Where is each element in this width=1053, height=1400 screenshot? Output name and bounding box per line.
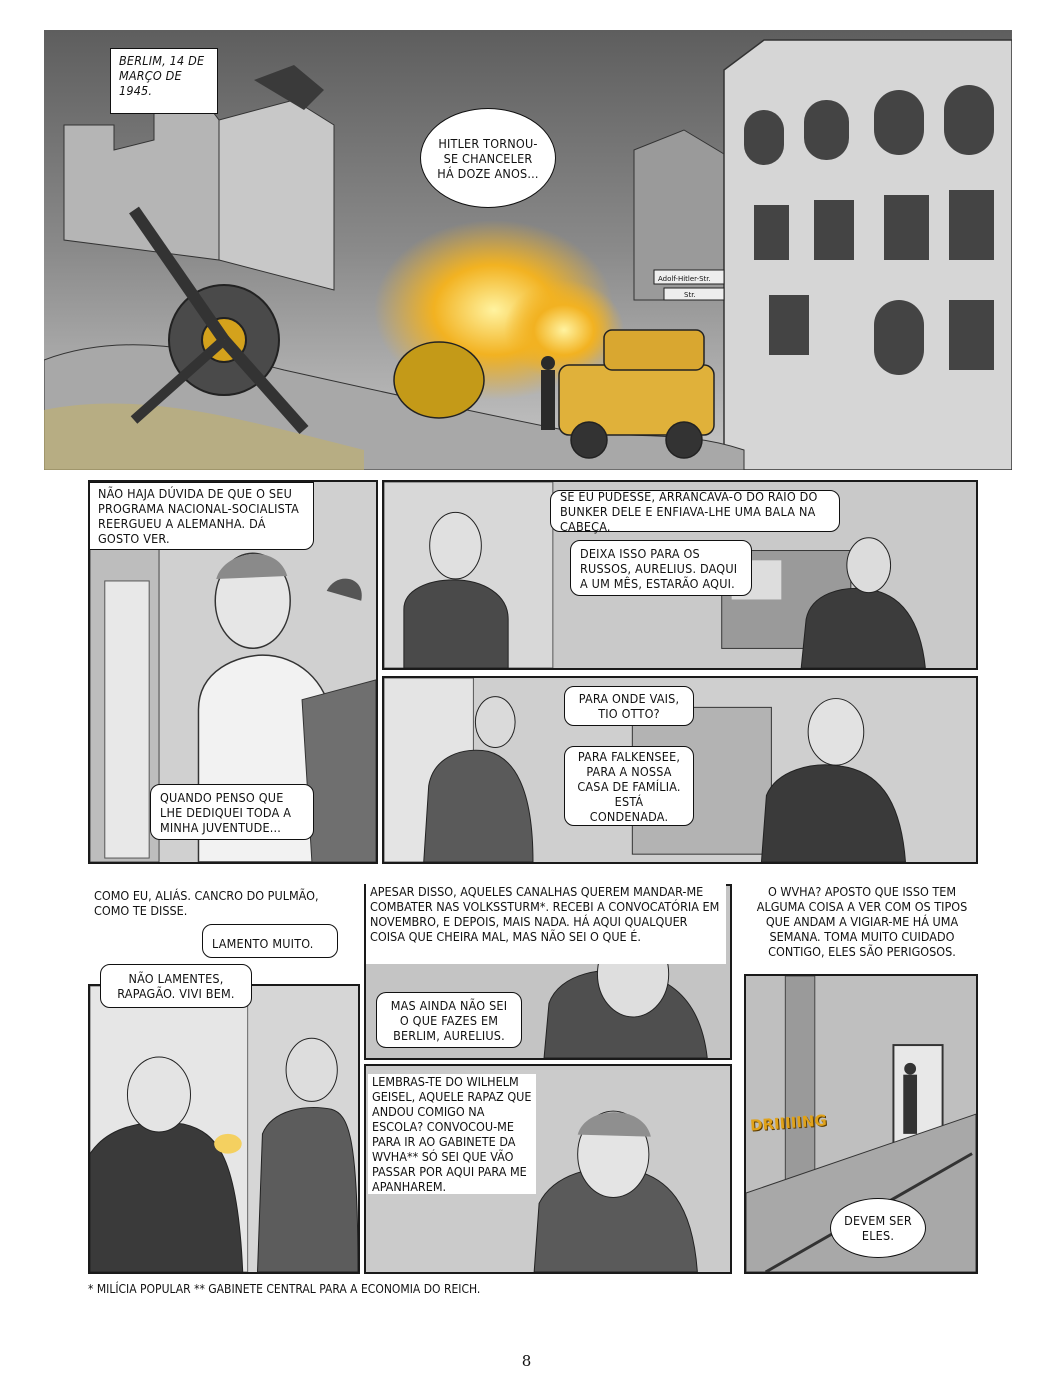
speech-bubble-hitler-chancellor: HITLER TORNOU-SE CHANCELER HÁ DOZE ANOS...	[420, 108, 556, 208]
speech-bubble-falkensee: PARA FALKENSEE, PARA A NOSSA CASA DE FAMÍLIA. ESTÁ CONDENADA.	[564, 746, 694, 826]
speech-bubble-russians: DEIXA ISSO PARA OS RUSSOS, AURELIUS. DAQUI A UM MÊS, ESTARÃO AQUI.	[570, 540, 752, 596]
page-number: 8	[521, 1352, 532, 1370]
street-sign-1: Adolf-Hitler-Str.	[658, 275, 711, 283]
speech-bubble-program: NÃO HAJA DÚVIDA DE QUE O SEU PROGRAMA NACIONAL-SOCIALISTA REERGUEU A ALEMANHA. DÁ GOSTO VER.	[88, 482, 314, 550]
speech-bubble-lived-well: NÃO LAMENTES, RAPAGÃO. VIVI BEM.	[100, 964, 252, 1008]
text-wvha-warning: O WVHA? APOSTO QUE ISSO TEM ALGUMA COISA A VER COM OS TIPOS QUE ANDAM A VIGIAR-ME HÁ UMA SEMANA. TOMA MUITO CUIDADO CONTIGO, ELES SÃO PERIGOSOS.	[746, 884, 978, 966]
caption-location-date: BERLIM, 14 DE MARÇO DE 1945.	[110, 48, 218, 114]
speech-bubble-where-going: PARA ONDE VAIS, TIO OTTO?	[564, 686, 694, 726]
street-sign-2: Str.	[684, 291, 696, 299]
speech-bubble-bunker: SE EU PUDESSE, ARRANCAVA-O DO RAIO DO BUNKER DELE E ENFIAVA-LHE UMA BALA NA CABEÇA.	[550, 490, 840, 532]
text-wilhelm-geisel: LEMBRAS-TE DO WILHELM GEISEL, AQUELE RAPAZ QUE ANDOU COMIGO NA ESCOLA? CONVOCOU-ME PARA IR AO GABINETE DA WVHA** SÓ SEI QUE VÃO PASSAR POR AQUI PARA ME APANHAREM.	[368, 1074, 536, 1194]
text-lung-cancer: COMO EU, ALIÁS. CANCRO DO PULMÃO, COMO TE DISSE.	[90, 888, 346, 936]
speech-bubble-sorry: LAMENTO MUITO.	[202, 924, 338, 958]
panel-where-going	[382, 676, 978, 864]
footnote: * MILÍCIA POPULAR ** GABINETE CENTRAL PARA A ECONOMIA DO REICH.	[88, 1282, 481, 1296]
panel-berlin-ruins	[44, 30, 1012, 470]
speech-bubble-youth: QUANDO PENSO QUE LHE DEDIQUEI TODA A MINHA JUVENTUDE...	[150, 784, 314, 840]
panel-young-man-dressing	[88, 480, 378, 864]
panel-lung-cancer	[88, 984, 360, 1274]
speech-bubble-berlin-why: MAS AINDA NÃO SEI O QUE FAZES EM BERLIM, AURELIUS.	[376, 992, 522, 1048]
speech-bubble-must-be-them: DEVEM SER ELES.	[830, 1198, 926, 1258]
text-volkssturm: APESAR DISSO, AQUELES CANALHAS QUEREM MANDAR-ME COMBATER NAS VOLKSSTURM*. RECEBI A CONVOCATÓRIA EM NOVEMBRO, E DEPOIS, MAIS NADA. HÁ AQUI QUALQUER COISA QUE CHEIRA MAL, MAS NÃO SEI O QUE É.	[366, 884, 726, 964]
sound-effect-doorbell: DRIIIIING	[749, 1111, 828, 1135]
panel-bunker-talk	[382, 480, 978, 670]
lung-cancer-illustration	[90, 986, 358, 1272]
